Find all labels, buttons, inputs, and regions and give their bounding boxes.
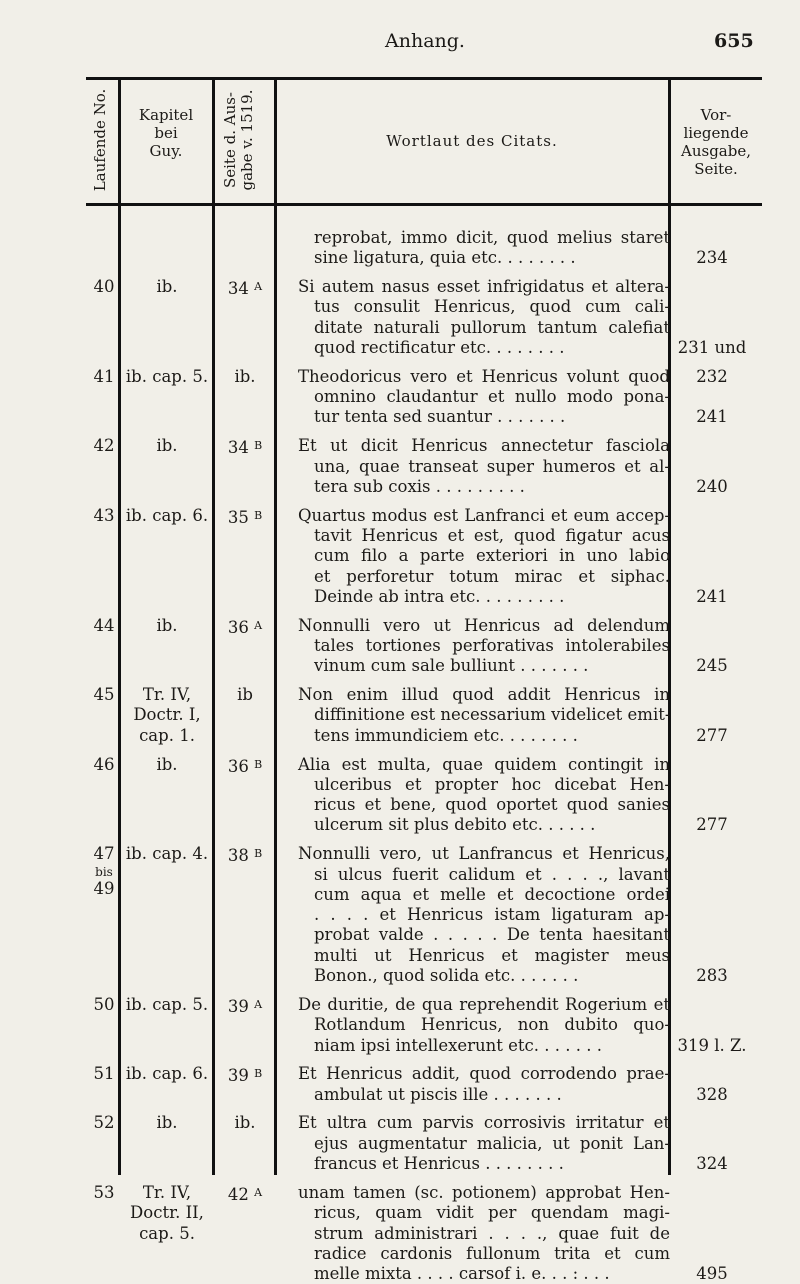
seite-column-marker: B	[254, 1067, 263, 1081]
row-vorliegende-seite: 324	[696, 1154, 728, 1174]
row-number: 41	[93, 366, 115, 386]
table-top-rule	[86, 77, 762, 80]
row-vorliegende-seite: 240	[696, 476, 728, 496]
row-number: 51	[93, 1064, 115, 1084]
row-vorliegende-seite: 232 241	[696, 366, 728, 427]
row-kapitel: ib.	[156, 436, 178, 456]
row-vorliegende-seite: 277	[696, 815, 728, 835]
row-kapitel: ib. cap. 4.	[125, 844, 209, 864]
row-seite-ausgabe: ib.	[234, 1113, 256, 1133]
header-wortlaut: Wortlaut des Citats.	[386, 132, 558, 150]
row-seite-ausgabe: 42 $^A$	[227, 1184, 263, 1204]
row-seite-ausgabe: ib.	[234, 366, 256, 386]
row-seite-ausgabe: 34 $^B$	[227, 438, 263, 458]
row-seite-ausgabe: 35 $^B$	[227, 507, 263, 527]
row-number: 43	[93, 505, 115, 525]
header-vorliegende-ausgabe: Vor- liegende Ausgabe, Seite.	[681, 106, 751, 178]
row-kapitel: ib. cap. 6.	[125, 505, 209, 525]
row-seite-ausgabe: 36 $^A$	[227, 617, 263, 637]
row-citation-text: Et ut dicit Henricus annectetur fasciola una, quae transeat super humeros et al- tera sub coxis . . . . . . . . .	[298, 436, 670, 496]
row-seite-ausgabe: 34 $^A$	[227, 279, 263, 299]
column-divider-2	[212, 80, 215, 1175]
row-kapitel: ib.	[156, 615, 178, 635]
row-number: 53	[93, 1182, 115, 1202]
row-citation-text: Non enim illud quod addit Henricus in diffinitione est necessarium videlicet emit- tens immundiciem etc. . . . . . . .	[298, 685, 671, 745]
row-seite-ausgabe: 39 $^A$	[227, 996, 263, 1016]
seite-column-marker: B	[254, 439, 263, 453]
row-vorliegende-seite: 245	[696, 656, 728, 676]
row-vorliegende-seite: 319 l. Z.	[677, 1035, 747, 1055]
header-seite-ausgabe: Seite d. Aus- gabe v. 1519.	[221, 89, 256, 191]
row-citation-text: Et Henricus addit, quod corrodendo prae- ambulat ut piscis ille . . . . . . .	[298, 1064, 670, 1104]
page-number: 655	[714, 30, 754, 52]
row-vorliegende-seite: 283	[696, 966, 728, 986]
column-divider-3	[274, 80, 277, 1175]
row-number: 52	[93, 1113, 115, 1133]
row-vorliegende-seite: 328	[696, 1084, 728, 1104]
row-number: 45	[93, 685, 115, 705]
row-vorliegende-seite: 277	[696, 725, 728, 745]
row-number: 44	[93, 615, 115, 635]
row-citation-text: Si autem nasus esset infrigidatus et altera- tus consulit Henricus, quod cum cali- ditate naturali pullorum tantum calefiat quod rectificatur etc. . . . . . . .	[298, 277, 670, 358]
page-header	[0, 30, 800, 60]
row-vorliegende-seite: 231 und	[677, 338, 747, 358]
row-citation-text: De duritie, de qua reprehendit Rogerium et Rotlandum Henricus, non dubito quo- niam ipsi intellexerunt etc. . . . . . .	[298, 994, 670, 1055]
row-citation-text: Nonnulli vero, ut Lanfrancus et Henricus, si ulcus fuerit calidum et . . . ., lavant cum aqua et melle et decoctione ordei . . . . et Henricus istam ligaturam ap- probat valde . . . . . De tenta haesitant multi ut Henricus et magister meus Bonon., quod solida etc. . . . . . .	[298, 844, 670, 986]
row-kapitel: Tr. IV, Doctr. I, cap. 1.	[133, 685, 201, 745]
seite-column-marker: B	[254, 757, 263, 771]
row-vorliegende-seite: 241	[696, 586, 728, 606]
row-vorliegende-seite: 234	[696, 248, 728, 268]
row-number: 47 bis 49	[86, 844, 122, 899]
row-citation-text: Alia est multa, quae quidem contingit in ulceribus et propter hoc dicebat Hen- ricus et bene, quod oportet quod sanies ulcerum sit plus debito etc. . . . . .	[298, 754, 670, 835]
row-seite-ausgabe: ib	[237, 685, 253, 705]
row-kapitel: ib.	[156, 277, 178, 297]
row-number: 50	[93, 994, 115, 1014]
row-vorliegende-seite: 495	[696, 1264, 728, 1284]
row-seite-ausgabe: 36 $^B$	[227, 756, 263, 776]
running-title: Anhang.	[385, 30, 465, 52]
row-kapitel: Tr. IV, Doctr. II, cap. 5.	[130, 1182, 204, 1243]
row-citation-text: unam tamen (sc. potionem) approbat Hen- ricus, quam vidit per quendam magi- strum administrari . . . ., quae fuit de radice cardonis fullonum trita et cum melle mixta . . . . carsof i. e. . . : . . .	[298, 1182, 670, 1284]
seite-column-marker: A	[254, 618, 263, 632]
row-kapitel: ib. cap. 5.	[125, 994, 209, 1014]
row-citation-text: Quartus modus est Lanfranci et eum accep- tavit Henricus et est, quod figatur acus cum filo a parte exteriori in uno labio et perforetur totum mirac et siphac. Deinde ab intra etc. . . . . . . . .	[298, 505, 670, 606]
header-laufende-no: Laufende No.	[91, 88, 109, 192]
row-citation-text: Et ultra cum parvis corrosivis irritatur et ejus augmentatur malicia, ut ponit Lan- francus et Henricus . . . . . . . .	[298, 1113, 670, 1174]
row-kapitel: ib.	[156, 1113, 178, 1133]
seite-column-marker: A	[254, 280, 263, 294]
header-kapitel: Kapitel bei Guy.	[138, 106, 194, 160]
seite-column-marker: A	[254, 997, 263, 1011]
seite-column-marker: B	[254, 508, 263, 522]
row-citation-text: Nonnulli vero ut Henricus ad delendum tales tortiones perforativas intolerabiles vinum cum sale bulliunt . . . . . . .	[298, 615, 670, 676]
row-number: 42	[93, 436, 115, 456]
row-number: 40	[93, 277, 115, 297]
row-seite-ausgabe: 39 $^B$	[227, 1066, 263, 1086]
row-kapitel: ib. cap. 6.	[125, 1064, 209, 1084]
seite-column-marker: B	[254, 847, 263, 861]
row-number: 46	[93, 754, 115, 774]
table-header-rule	[86, 203, 762, 206]
row-citation-text: Theodoricus vero et Henricus volunt quod omnino claudantur et nullo modo pona- tur tenta sed suantur . . . . . . .	[298, 366, 670, 427]
seite-column-marker: A	[254, 1185, 263, 1199]
row-number-bis: bis	[95, 864, 113, 879]
row-kapitel: ib. cap. 5.	[125, 366, 209, 386]
row-citation-text: reprobat, immo dicit, quod melius staret sine ligatura, quia etc. . . . . . . .	[314, 228, 670, 268]
row-seite-ausgabe: 38 $^B$	[227, 846, 263, 866]
row-kapitel: ib.	[156, 754, 178, 774]
